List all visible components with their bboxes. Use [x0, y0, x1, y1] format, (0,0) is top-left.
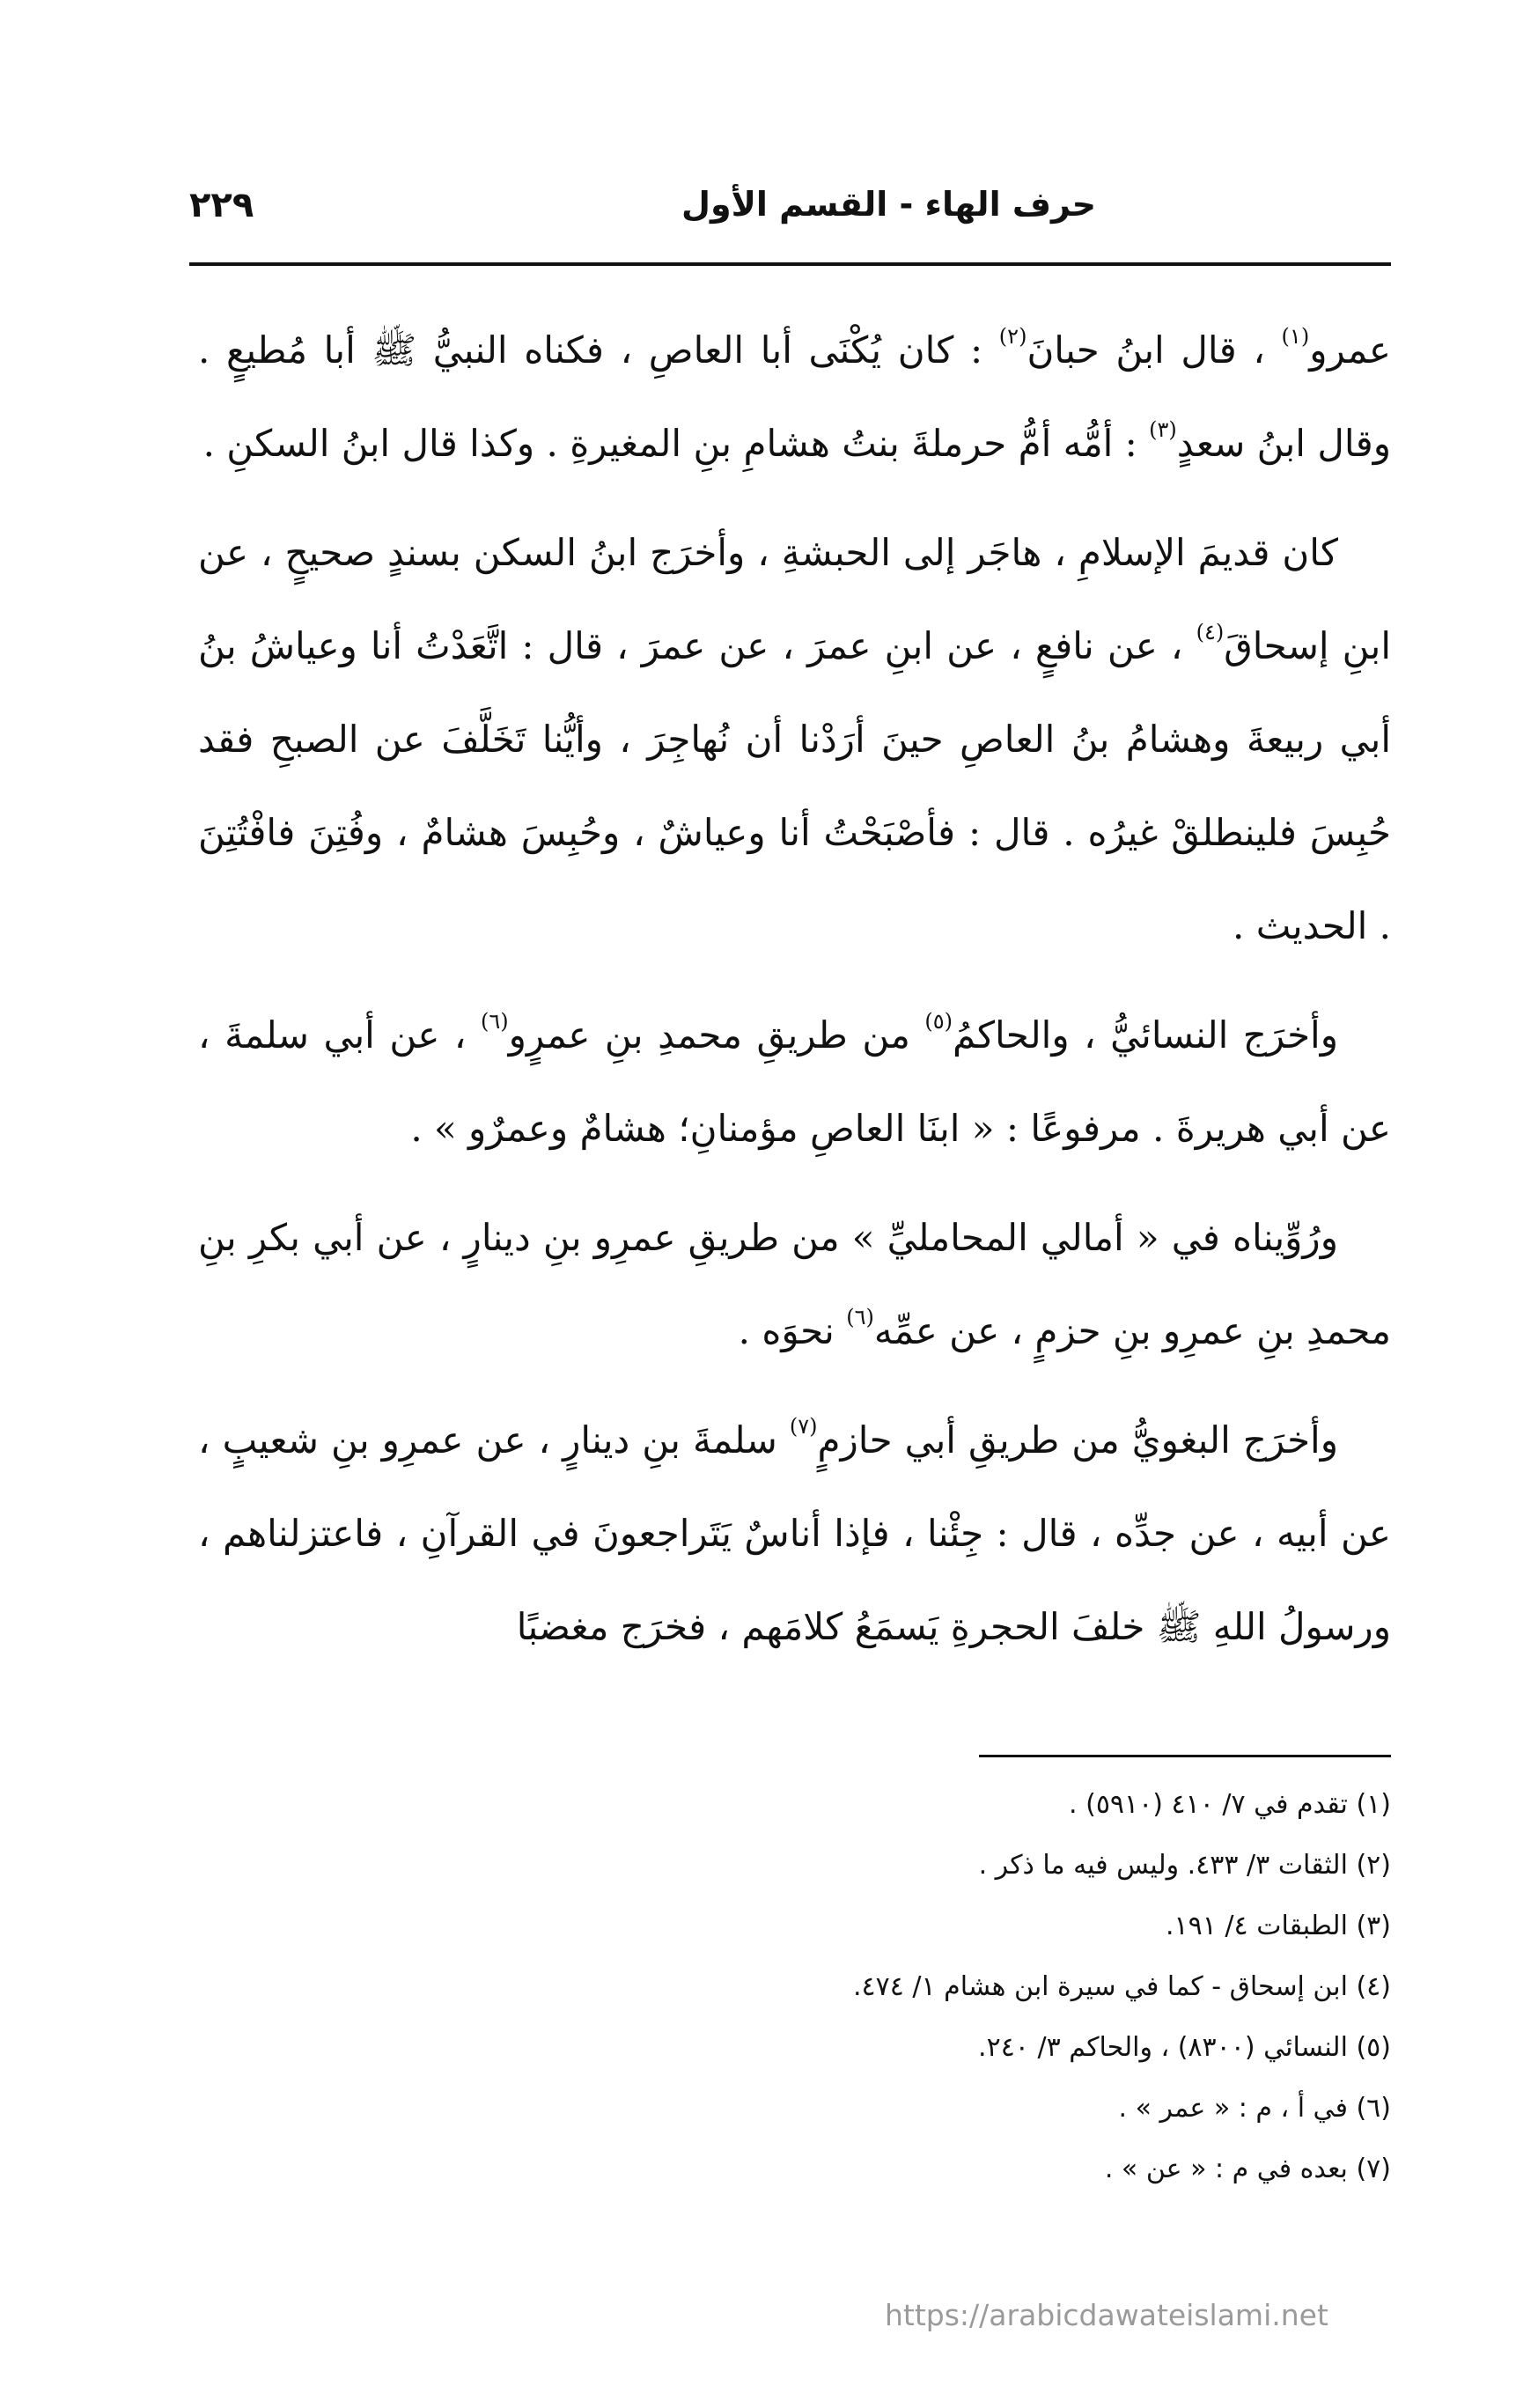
paragraph-3: وأخرَج النسائيُّ ، والحاكمُ$^{(٥)}$ من طريقِ محمدِ بنِ عمرٍو$^{(٦)}$ ، عن أبي سلمةَ ، عن أبي هريرةَ . مرفوعًا : « ابنَا العاصِ مؤمنانِ؛ هشامٌ وعمرٌو » .: [198, 1009, 1391, 1150]
paragraph-4: ورُوِّيناه في « أمالي المحامليِّ » من طريقِ عمرِو بنِ دينارٍ ، عن أبي بكرِ بنِ محمدِ بنِ عمرِو بنِ حزمٍ ، عن عمِّه$^{(٦)}$ نحوَه .: [198, 1216, 1391, 1352]
footnote-ref[interactable]: (٦): [480, 1009, 509, 1034]
footnote-2: (٢) الثقات ٣/ ٤٣٣. وليس فيه ما ذكر .: [978, 1850, 1391, 1881]
footnote-divider: [979, 1755, 1391, 1757]
running-title: حرف الهاء - القسم الأول: [681, 185, 1096, 224]
paragraph-1: عمرو$^{(١)}$ ، قال ابنُ حبانَ$^{(٢)}$ : كان يُكْنَى أبا العاصِ ، فكناه النبيُّ ﷺ أبا مُطيعٍ . وقال ابنُ سعدٍ$^{(٣)}$ : أمُّه أمُّ حرملةَ بنتُ هشامِ بنِ المغيرةِ . وكذا قال ابنُ السكنِ .: [198, 324, 1391, 465]
footnote-6: (٦) في أ ، م : « عمر » .: [1118, 2093, 1391, 2124]
page-header: [189, 176, 1387, 247]
source-watermark: https://arabicdawateislami.net: [885, 2298, 1328, 2332]
main-text: [198, 304, 1391, 1690]
footnote-ref[interactable]: (٦): [846, 1305, 874, 1329]
footnote-ref[interactable]: (٢): [998, 324, 1027, 349]
footnote-1: (١) تقدم في ٧/ ٤١٠ (٥٩١٠) .: [1069, 1789, 1391, 1820]
footnote-ref[interactable]: (٧): [789, 1414, 818, 1439]
footnote-ref[interactable]: (٥): [924, 1009, 953, 1034]
footnotes: [440, 1774, 1391, 2199]
paragraph-2: كان قديمَ الإسلامِ ، هاجَر إلى الحبشةِ ، وأخرَج ابنُ السكن بسندٍ صحيحٍ ، عن ابنِ إسحاقَ$^{(٤)}$ ، عن نافعٍ ، عن ابنِ عمرَ ، عن عمرَ ، قال : اتَّعَدْتُ أنا وعياشُ بنُ أبي ربيعةَ وهشامُ بنُ العاصِ حينَ أرَدْنا أن نُهاجِرَ ، وأيُّنا تَخَلَّفَ عن الصبحِ فقد حُبِسَ فلينطلقْ غيرُه . قال : فأصْبَحْتُ أنا وعياشٌ ، وحُبِسَ هشامٌ ، وفُتِنَ فافْتُتِنَ . الحديث .: [198, 531, 1391, 947]
paragraph-5: وأخرَج البغويُّ من طريقِ أبي حازمٍ$^{(٧)}$ سلمةَ بنِ دينارٍ ، عن عمرِو بنِ شعيبٍ ، عن أبيه ، عن جدِّه ، قال : جِئْنا ، فإذا أناسٌ يَتَراجعونَ في القرآنِ ، فاعتزلناهم ، ورسولُ اللهِ ﷺ خلفَ الحجرةِ يَسمَعُ كلامَهم ، فخرَج مغضبًا: [198, 1414, 1391, 1648]
footnote-3: (٣) الطبقات ٤/ ١٩١.: [1166, 1911, 1391, 1941]
footnote-ref[interactable]: (٤): [1196, 620, 1225, 644]
footnote-4: (٤) ابن إسحاق - كما في سيرة ابن هشام ١/ ٤٧٤.: [852, 1971, 1391, 2002]
footnote-ref[interactable]: (٣): [1149, 417, 1177, 442]
footnote-7: (٧) بعده في م : « عن » .: [1104, 2154, 1391, 2184]
page-number: ٢٢٩: [189, 185, 254, 225]
header-divider: [189, 262, 1391, 266]
footnote-ref[interactable]: (١): [1281, 324, 1310, 349]
footnote-5: (٥) النسائي (٨٣٠٠) ، والحاكم ٣/ ٢٤٠.: [978, 2032, 1391, 2063]
